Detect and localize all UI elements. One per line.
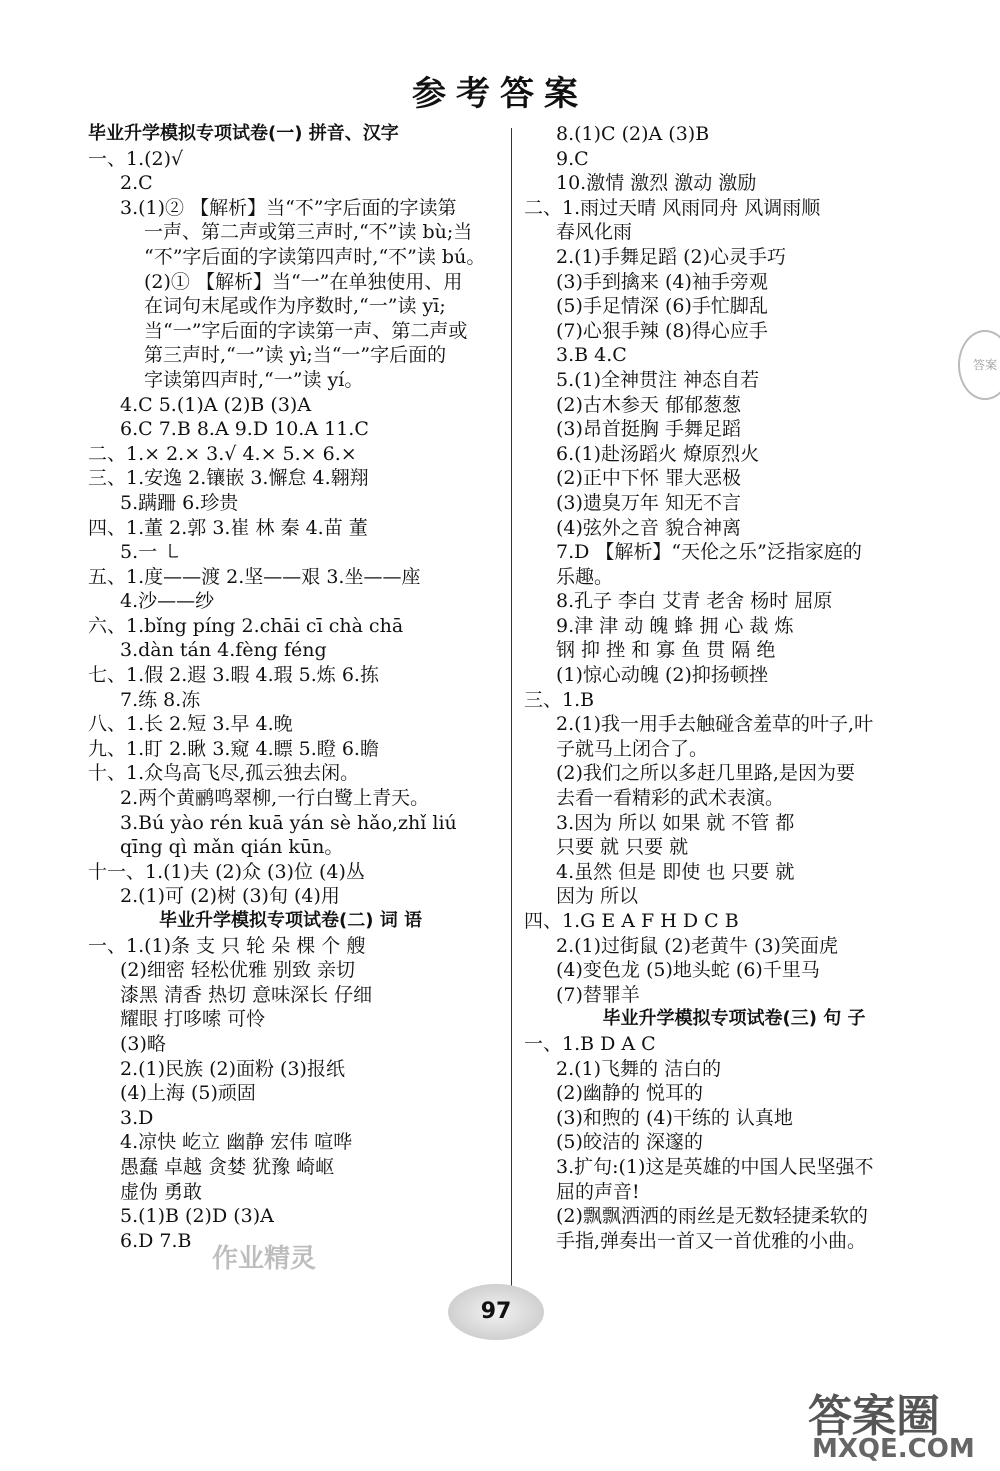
answer-line: (1)惊心动魄 (2)抑扬顿挫 [556, 664, 768, 687]
answer-line: (4)变色龙 (5)地头蛇 (6)千里马 [556, 959, 820, 982]
answer-line: 一、1.B D A C [524, 1032, 656, 1055]
answer-line: 2.两个黄鹂鸣翠柳,一行白鹭上青天。 [120, 787, 430, 810]
answer-line: 2.(1)过街鼠 (2)老黄牛 (3)笑面虎 [556, 934, 838, 957]
answer-line: 一声、第二声或第三声时,“不”读 bù;当 [144, 221, 473, 244]
answer-line: 三、1.安逸 2.镶嵌 3.懈怠 4.翱翔 [88, 467, 369, 490]
answer-line: 2.(1)我一用手去触碰含羞草的叶子,叶 [556, 713, 874, 736]
answer-line: 虚伪 勇敢 [120, 1180, 203, 1203]
answer-line: 5.蹒跚 6.珍贵 [120, 491, 239, 514]
answer-line: 春风化雨 [556, 221, 633, 244]
answer-line: (7)替罪羊 [556, 983, 640, 1006]
answer-line: 九、1.盯 2.瞅 3.窥 4.瞟 5.瞪 6.瞻 [88, 737, 379, 760]
answer-line: 3.B 4.C [556, 344, 627, 367]
page-number: 97 [480, 1299, 512, 1324]
watermark-text: 作业精灵 [212, 1244, 317, 1274]
answer-line: 7.练 8.冻 [120, 688, 201, 711]
answer-line: 乐趣。 [556, 565, 614, 588]
answer-line: 8.(1)C (2)A (3)B [556, 123, 710, 145]
answer-line: 愚蠢 卓越 贪婪 犹豫 崎岖 [120, 1155, 335, 1178]
answer-line: “不”字后面的字读第四声时,“不”读 bú。 [144, 245, 486, 268]
answer-line: 6.D 7.B [120, 1229, 192, 1252]
left-column [88, 122, 493, 1253]
answer-line: (3)手到擒来 (4)袖手旁观 [556, 270, 768, 293]
answer-line: 五、1.度——渡 2.坚——艰 3.坐——座 [88, 565, 421, 588]
answer-line: 9.C [556, 147, 589, 170]
answer-line: 只要 就 只要 就 [556, 836, 689, 859]
answer-line: 5.(1)全神贯注 神态自若 [556, 368, 760, 391]
answer-line: 钢 抑 挫 和 寡 鱼 贯 隔 绝 [556, 639, 776, 662]
answer-line: 七、1.假 2.遐 3.暇 4.瑕 5.炼 6.拣 [88, 664, 379, 687]
answer-line: 4.凉快 屹立 幽静 宏伟 喧哗 [120, 1131, 353, 1154]
answer-line: (3)和煦的 (4)干练的 认真地 [556, 1106, 793, 1129]
answer-line: 8.孔子 李白 艾青 老舍 杨时 屈原 [556, 590, 833, 613]
answer-line: 一、1.(1)条 支 只 轮 朵 棵 个 艘 [88, 934, 366, 957]
answer-line: 7.D 【解析】“天伦之乐”泛指家庭的 [556, 541, 862, 564]
answer-line: 因为 所以 [556, 885, 639, 908]
answer-line: 4.沙——纱 [120, 590, 215, 613]
answer-line: 十、1.众鸟高飞尽,孤云独去闲。 [88, 762, 360, 785]
answer-line: qīng qì mǎn qián kūn。 [120, 836, 344, 859]
answer-line: (2)飘飘洒洒的雨丝是无数轻捷柔软的 [556, 1205, 868, 1228]
answer-line: (2)细密 轻松优雅 别致 亲切 [120, 959, 356, 982]
answer-line: (2)幽静的 悦耳的 [556, 1082, 703, 1105]
answer-line: 当“一”字后面的字读第一声、第二声或 [144, 319, 468, 342]
answer-line: 3.(1)② 【解析】当“不”字后面的字读第 [120, 196, 457, 219]
answer-line: 6.(1)赴汤蹈火 燎原烈火 [556, 442, 760, 465]
answer-line: (7)心狠手辣 (8)得心应手 [556, 319, 768, 342]
answer-line: 一、1.(2)√ [88, 147, 184, 170]
answer-line: (5)皎洁的 深邃的 [556, 1131, 703, 1154]
answer-line: (2)古木参天 郁郁葱葱 [556, 393, 741, 416]
answer-line: 子就马上闭合了。 [556, 737, 709, 760]
section-heading: 毕业升学模拟专项试卷(二) 词 语 [159, 910, 422, 931]
seal-stamp: 答案 [958, 330, 1000, 400]
answer-line: 4.C 5.(1)A (2)B (3)A [120, 393, 312, 416]
watermark-url: MXQE.COM [812, 1434, 975, 1464]
answer-line: 5.(1)B (2)D (3)A [120, 1205, 274, 1228]
answer-line: 9.津 津 动 魄 蜂 拥 心 裁 炼 [556, 614, 794, 637]
answer-line: 第三声时,“一”读 yì;当“一”字后面的 [144, 344, 447, 367]
answer-line: 5.一 ㇄ [120, 541, 183, 564]
watermark-logo: 答案圈 [808, 1391, 940, 1442]
answer-line: 4.虽然 但是 即使 也 只要 就 [556, 860, 795, 883]
answer-line: 耀眼 打哆嗦 可怜 [120, 1008, 266, 1031]
answer-line: 屈的声音! [556, 1180, 640, 1203]
answer-line: 去看一看精彩的武术表演。 [556, 787, 785, 810]
answer-line: 三、1.B [524, 688, 595, 711]
answer-line: (2)正中下怀 罪大恶极 [556, 467, 741, 490]
answer-line: (3)遗臭万年 知无不言 [556, 491, 741, 514]
answer-line: 六、1.bǐng píng 2.chāi cī chà chā [88, 614, 404, 637]
page-title: 参考答案 [412, 74, 588, 114]
answer-line: (2)① 【解析】当“一”在单独使用、用 [144, 270, 463, 293]
answer-line: (3)略 [120, 1032, 166, 1055]
right-column [524, 122, 944, 1253]
answer-line: 2.(1)民族 (2)面粉 (3)报纸 [120, 1057, 345, 1080]
answer-line: 漆黑 清香 热切 意味深长 仔细 [120, 983, 373, 1006]
answer-line: 3.D [120, 1106, 154, 1129]
answer-line: 3.因为 所以 如果 就 不管 都 [556, 811, 795, 834]
answer-line: (3)昂首挺胸 手舞足蹈 [556, 418, 741, 441]
answer-line: 3.Bú yào rén kuā yán sè hǎo,zhǐ liú [120, 811, 457, 834]
answer-line: 2.(1)可 (2)树 (3)旬 (4)用 [120, 885, 340, 908]
answer-line: 在词句末尾或作为序数时,“一”读 yī; [144, 295, 446, 318]
answer-line: 10.激情 激烈 激动 激励 [556, 172, 757, 195]
answer-line: 2.C [120, 172, 153, 195]
answer-line: (4)弦外之音 貌合神离 [556, 516, 741, 539]
answer-line: 3.dàn tán 4.fèng féng [120, 639, 327, 662]
answer-line: 2.(1)手舞足蹈 (2)心灵手巧 [556, 245, 786, 268]
answer-line: 八、1.长 2.短 3.早 4.晚 [88, 713, 293, 736]
answer-line: 2.(1)飞舞的 洁白的 [556, 1057, 722, 1080]
answer-line: (5)手足情深 (6)手忙脚乱 [556, 295, 768, 318]
answer-line: (2)我们之所以多赶几里路,是因为要 [556, 762, 855, 785]
answer-line: 6.C 7.B 8.A 9.D 10.A 11.C [120, 418, 369, 441]
section-heading: 毕业升学模拟专项试卷(三) 句 子 [602, 1008, 866, 1030]
answer-line: 四、1.G E A F H D C B [524, 910, 739, 932]
answer-line: 字读第四声时,“一”读 yí。 [144, 368, 364, 391]
column-divider [511, 128, 512, 1288]
answer-line: 十一、1.(1)夫 (2)众 (3)位 (4)丛 [88, 860, 365, 883]
answer-line: 二、1.雨过天晴 风雨同舟 风调雨顺 [524, 196, 821, 219]
answer-line: 手指,弹奏出一首又一首优雅的小曲。 [556, 1229, 867, 1252]
answer-line: 3.扩句:(1)这是英雄的中国人民坚强不 [556, 1155, 874, 1178]
answer-line: 四、1.董 2.郭 3.崔 林 秦 4.苗 董 [88, 516, 368, 539]
section-heading: 毕业升学模拟专项试卷(一) 拼音、汉字 [88, 123, 399, 144]
answer-line: 二、1.× 2.× 3.√ 4.× 5.× 6.× [88, 442, 357, 465]
answer-line: (4)上海 (5)顽固 [120, 1082, 256, 1105]
